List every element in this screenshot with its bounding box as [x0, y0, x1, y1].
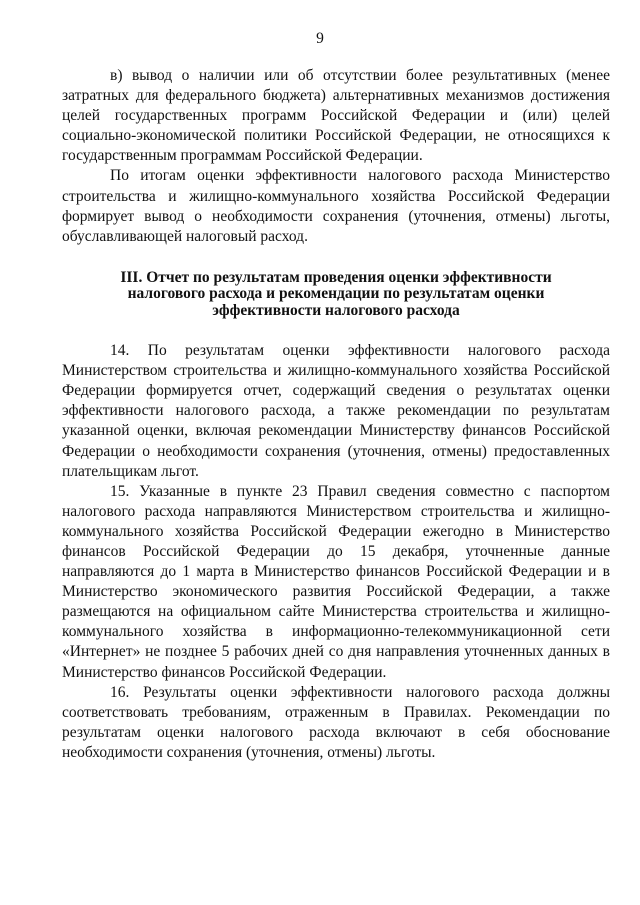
paragraph-item-15: 15. Указанные в пункте 23 Правил сведения совместно с паспортом налогового расхода направляются Министерством строительства и жилищно-коммунального хозяйства Российской Федерации ежегодно в Министерство финансов Российской Федерации до 15 декабря, уточненные данные направляются до 1 марта в Министерство финансов Российской Федерации и в Министерство экономического развития Российской Федерации, а также размещаются на официальном сайте Министерства строительства и жилищно-коммунального хозяйства в информационно-телекоммуникационной сети «Интернет» не позднее 5 рабочих дней со дня направления уточненных данных в Министерство финансов Российской Федерации.: [62, 482, 610, 681]
section-heading-line-2: налогового расхода и рекомендации по результатам оценки: [127, 285, 545, 303]
paragraph-item-14: 14. По результатам оценки эффективности налогового расхода Министерством строительства и жилищно-коммунального хозяйства Российской Федерации формируется отчет, содержащий сведения о результатах оценки эффективности налогового расхода, а также рекомендации по результатам указанной оценки, включая рекомендации Министерству финансов Российской Федерации о необходимости сохранения (уточнения, отмены) предоставленных плательщикам льгот.: [62, 342, 610, 480]
document-body: [62, 66, 610, 763]
page-number: 9: [316, 30, 324, 47]
section-heading-line-1: III. Отчет по результатам проведения оценки эффективности: [120, 268, 552, 286]
section-heading-line-3: эффективности налогового расхода: [212, 301, 460, 319]
paragraph-conclusion-item-v: в) вывод о наличии или об отсутствии более результативных (менее затратных для федерального бюджета) альтернативных механизмов достижения целей государственных программ Российской Федерации и (или) целей социально-экономической политики Российской Федерации, не относящихся к государственным программам Российской Федерации.: [62, 67, 610, 165]
section-heading-iii: [62, 270, 610, 319]
paragraph-efficiency-conclusion: По итогам оценки эффективности налогового расхода Министерство строительства и жилищно-коммунального хозяйства Российской Федерации формирует вывод о необходимости сохранения (уточнения, отмены) льготы, обуславливающей налоговый расход.: [62, 167, 610, 245]
paragraph-item-16: 16. Результаты оценки эффективности налогового расхода должны соответствовать требованиям, отраженным в Правилах. Рекомендации по результатам оценки налогового расхода включают в себя обоснование необходимости сохранения (уточнения, отмены) льготы.: [62, 683, 610, 761]
